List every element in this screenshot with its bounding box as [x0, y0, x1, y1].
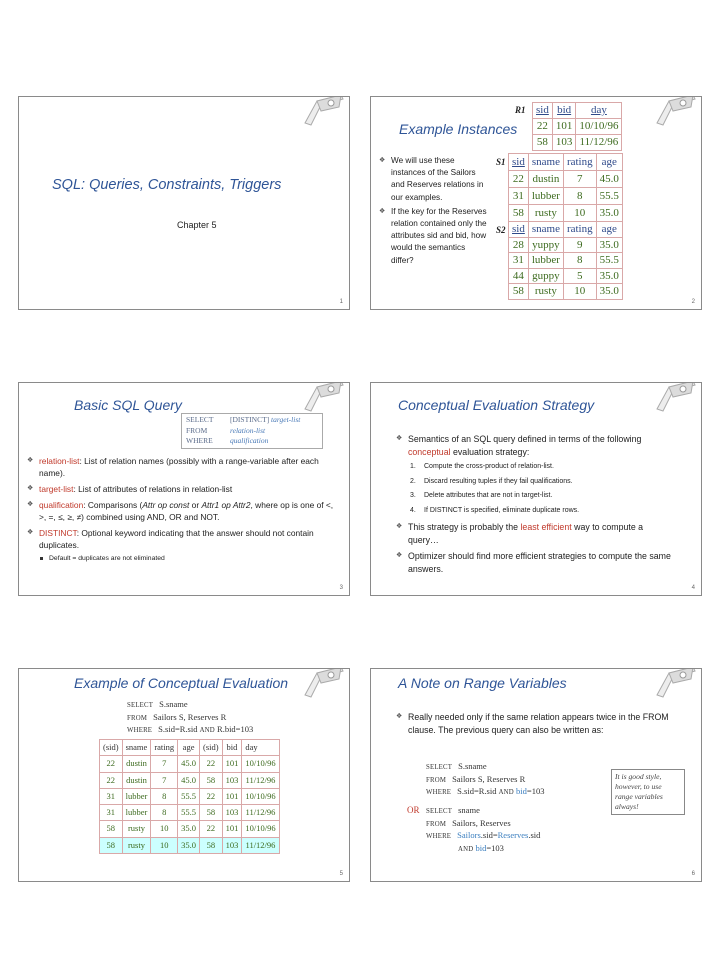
slide-title: Example Instances — [399, 121, 518, 137]
sql-keyword: WHERE — [186, 436, 213, 445]
table-header: bid — [552, 103, 576, 119]
table-cell: lubber — [528, 188, 563, 205]
sql-placeholder: relation-list — [230, 425, 266, 435]
table-cell: 58 — [533, 135, 553, 151]
table-cell: 45.0 — [178, 772, 200, 788]
table-cell: 9 — [563, 237, 596, 253]
bullet-list — [396, 433, 676, 575]
table-cell: 11/12/96 — [576, 135, 622, 151]
table-header: sname — [528, 154, 563, 171]
bullet-item: ❖ DISTINCT: Optional keyword indicating that the answer should not contain duplicates. — [27, 527, 339, 551]
table-header: day — [242, 740, 279, 756]
r1-label: R1 — [515, 105, 526, 115]
table-header: sid — [509, 222, 529, 238]
table-cell: 58 — [509, 205, 529, 222]
page-number: 4 — [691, 585, 695, 591]
table-cell: 31 — [100, 805, 123, 821]
slide-5 — [18, 668, 350, 882]
table-row — [100, 772, 280, 788]
bullet-list — [396, 711, 671, 736]
query-template-box — [181, 413, 323, 449]
table-cell: 10 — [151, 821, 178, 837]
r1-table — [532, 102, 622, 151]
table-cell: 5 — [563, 268, 596, 284]
slide-subtitle: Chapter 5 — [177, 220, 217, 230]
page-number: 1 — [339, 299, 343, 305]
sql-placeholder: target-list — [271, 415, 301, 424]
table-cell: 45.0 — [596, 171, 622, 188]
table-header: bid — [222, 740, 242, 756]
table-header: age — [596, 154, 622, 171]
s1-table — [508, 153, 623, 222]
table-cell: 10/10/96 — [242, 821, 279, 837]
table-cell: 11/12/96 — [242, 837, 279, 853]
bullet-item: ❖ Semantics of an SQL query defined in terms of the following conceptual evaluation strategy: — [396, 433, 676, 458]
bullet-item: ❖ relation-list: List of relation names (possibly with a range-variable after each name). — [27, 455, 339, 479]
table-cell: 31 — [509, 188, 529, 205]
bullet-item: ❖ This strategy is probably the least efficient way to compute a query… — [396, 521, 676, 546]
table-cell: 58 — [100, 837, 123, 853]
table-row — [509, 268, 623, 284]
table-cell: dustin — [122, 772, 151, 788]
sql-query-a: SELECT S.sname FROM Sailors S, Reserves R WHERE S.sid=R.sid AND bid=103 — [426, 761, 545, 796]
bullet-item: ❖ If the key for the Reserves relation contained only the attributes sid and bid, how would the semantics differ? — [379, 206, 489, 267]
table-cell: 58 — [200, 805, 223, 821]
step-item: 4. If DISTINCT is specified, eliminate duplicate rows. — [410, 506, 580, 514]
table-cell: 44 — [509, 268, 529, 284]
table-cell: 7 — [563, 171, 596, 188]
table-row — [509, 171, 623, 188]
table-cell: 8 — [563, 253, 596, 269]
projector-icon — [301, 382, 345, 413]
table-cell: 101 — [552, 119, 576, 135]
or-label: OR — [407, 805, 420, 815]
table-cell: 103 — [222, 837, 242, 853]
table-cell: 10 — [563, 284, 596, 300]
sql-placeholder: qualification — [230, 436, 269, 445]
s2-table — [508, 221, 623, 300]
table-row-highlighted — [100, 837, 280, 853]
table-cell: 22 — [200, 821, 223, 837]
bullet-item: ❖ Really needed only if the same relation appears twice in the FROM clause. The previous query can also be written as: — [396, 711, 671, 736]
table-cell: rusty — [122, 821, 151, 837]
table-cell: rusty — [528, 284, 563, 300]
table-header: sid — [533, 103, 553, 119]
table-row — [509, 188, 623, 205]
table-cell: 55.5 — [596, 253, 622, 269]
table-cell: 35.0 — [596, 268, 622, 284]
table-cell: 55.5 — [596, 188, 622, 205]
table-row — [533, 119, 622, 135]
page-number: 3 — [339, 585, 343, 591]
table-cell: 35.0 — [596, 284, 622, 300]
sql-query-b: SELECT sname FROM Sailors, Reserves WHERE Sailors.sid=Reserves.sid AND bid=103 — [426, 805, 541, 853]
table-row — [509, 237, 623, 253]
table-cell: 7 — [151, 756, 178, 772]
table-header: rating — [563, 154, 596, 171]
table-cell: 55.5 — [178, 805, 200, 821]
page-number: 2 — [691, 299, 695, 305]
sql-keyword: SELECT — [186, 415, 214, 424]
table-cell: 28 — [509, 237, 529, 253]
projector-icon — [653, 382, 697, 413]
slide-6 — [370, 668, 702, 882]
style-note-box: It is good style, however, to use range variables always! — [611, 769, 685, 815]
table-cell: 55.5 — [178, 788, 200, 804]
table-cell: 103 — [222, 772, 242, 788]
table-cell: 8 — [151, 788, 178, 804]
table-row — [509, 205, 623, 222]
table-cell: 103 — [552, 135, 576, 151]
bullet-item: ❖ We will use these instances of the Sailors and Reserves relations in our examples. — [379, 155, 489, 204]
bullet-list — [379, 155, 489, 267]
bullet-item: ❖ target-list: List of attributes of relations in relation-list — [27, 483, 339, 495]
step-item: 3. Delete attributes that are not in target-list. — [410, 492, 553, 499]
table-cell: 58 — [509, 284, 529, 300]
table-cell: 10/10/96 — [242, 788, 279, 804]
projector-icon — [301, 668, 345, 699]
table-cell: guppy — [528, 268, 563, 284]
table-cell: rusty — [528, 205, 563, 222]
table-cell: 22 — [509, 171, 529, 188]
bullet-list — [27, 455, 339, 565]
projector-icon — [301, 96, 345, 127]
page-number: 6 — [691, 871, 695, 877]
table-cell: 10 — [151, 837, 178, 853]
table-cell: 22 — [200, 788, 223, 804]
table-cell: 58 — [200, 772, 223, 788]
slide-title: Example of Conceptual Evaluation — [74, 675, 289, 691]
projector-icon — [653, 96, 697, 127]
slide-4 — [370, 382, 702, 596]
table-cell: 58 — [200, 837, 223, 853]
slide-title: Conceptual Evaluation Strategy — [398, 397, 595, 413]
table-row — [509, 253, 623, 269]
table-header: sname — [122, 740, 151, 756]
table-header: rating — [563, 222, 596, 238]
table-header: age — [178, 740, 200, 756]
table-cell: 22 — [533, 119, 553, 135]
slide-2 — [370, 96, 702, 310]
sub-bullet-item: Default = duplicates are not eliminated — [27, 553, 339, 565]
table-cell: rusty — [122, 837, 151, 853]
table-cell: 10/10/96 — [576, 119, 622, 135]
table-cell: lubber — [528, 253, 563, 269]
table-header: age — [596, 222, 622, 238]
table-row — [533, 135, 622, 151]
table-cell: 22 — [100, 756, 123, 772]
step-item: 1. Compute the cross-product of relation-list. — [410, 463, 554, 470]
table-cell: 35.0 — [596, 237, 622, 253]
page-number: 5 — [339, 871, 343, 877]
table-cell: 22 — [200, 756, 223, 772]
table-cell: 10/10/96 — [242, 756, 279, 772]
table-cell: 7 — [151, 772, 178, 788]
table-cell: 22 — [100, 772, 123, 788]
slide-title: Basic SQL Query — [74, 397, 182, 413]
table-header: day — [576, 103, 622, 119]
slide-1 — [18, 96, 350, 310]
table-cell: dustin — [528, 171, 563, 188]
table-cell: 8 — [563, 188, 596, 205]
table-cell: 31 — [509, 253, 529, 269]
table-cell: 35.0 — [178, 821, 200, 837]
table-cell: 101 — [222, 788, 242, 804]
table-cell: 11/12/96 — [242, 772, 279, 788]
sql-query: SELECT S.sname FROM Sailors S, Reserves R WHERE S.sid=R.sid AND R.bid=103 — [127, 699, 254, 734]
table-cell: 35.0 — [596, 205, 622, 222]
table-cell: dustin — [122, 756, 151, 772]
sql-keyword: FROM — [186, 425, 208, 435]
slide-title: A Note on Range Variables — [398, 675, 567, 691]
table-cell: lubber — [122, 805, 151, 821]
table-cell: 101 — [222, 821, 242, 837]
table-row — [509, 284, 623, 300]
step-item: 2. Discard resulting tuples if they fail qualifications. — [410, 477, 573, 485]
slide-title: SQL: Queries, Constraints, Triggers — [52, 177, 282, 193]
table-header: (sid) — [200, 740, 223, 756]
table-cell: 10 — [563, 205, 596, 222]
sql-keyword: [DISTINCT] — [230, 415, 270, 424]
table-cell: 8 — [151, 805, 178, 821]
s1-label: S1 — [496, 157, 506, 167]
table-row — [100, 788, 280, 804]
table-header: sname — [528, 222, 563, 238]
table-header: rating — [151, 740, 178, 756]
table-row — [100, 821, 280, 837]
table-row — [100, 756, 280, 772]
table-row — [100, 805, 280, 821]
table-cell: 35.0 — [178, 837, 200, 853]
table-cell: 103 — [222, 805, 242, 821]
table-header: sid — [509, 154, 529, 171]
table-cell: 101 — [222, 756, 242, 772]
bullet-item: ❖ qualification: Comparisons (Attr op const or Attr1 op Attr2, where op is one of <, >, =, ≤, ≥, ≠) combined using AND, OR and NOT. — [27, 499, 339, 523]
table-cell: 58 — [100, 821, 123, 837]
table-cell: 31 — [100, 788, 123, 804]
slide-3 — [18, 382, 350, 596]
table-cell: 45.0 — [178, 756, 200, 772]
projector-icon — [653, 668, 697, 699]
s2-label: S2 — [496, 225, 506, 235]
table-cell: lubber — [122, 788, 151, 804]
cross-product-table — [99, 739, 280, 854]
bullet-item: ❖ Optimizer should find more efficient strategies to compute the same answers. — [396, 550, 676, 575]
table-cell: 11/12/96 — [242, 805, 279, 821]
table-header: (sid) — [100, 740, 123, 756]
table-cell: yuppy — [528, 237, 563, 253]
